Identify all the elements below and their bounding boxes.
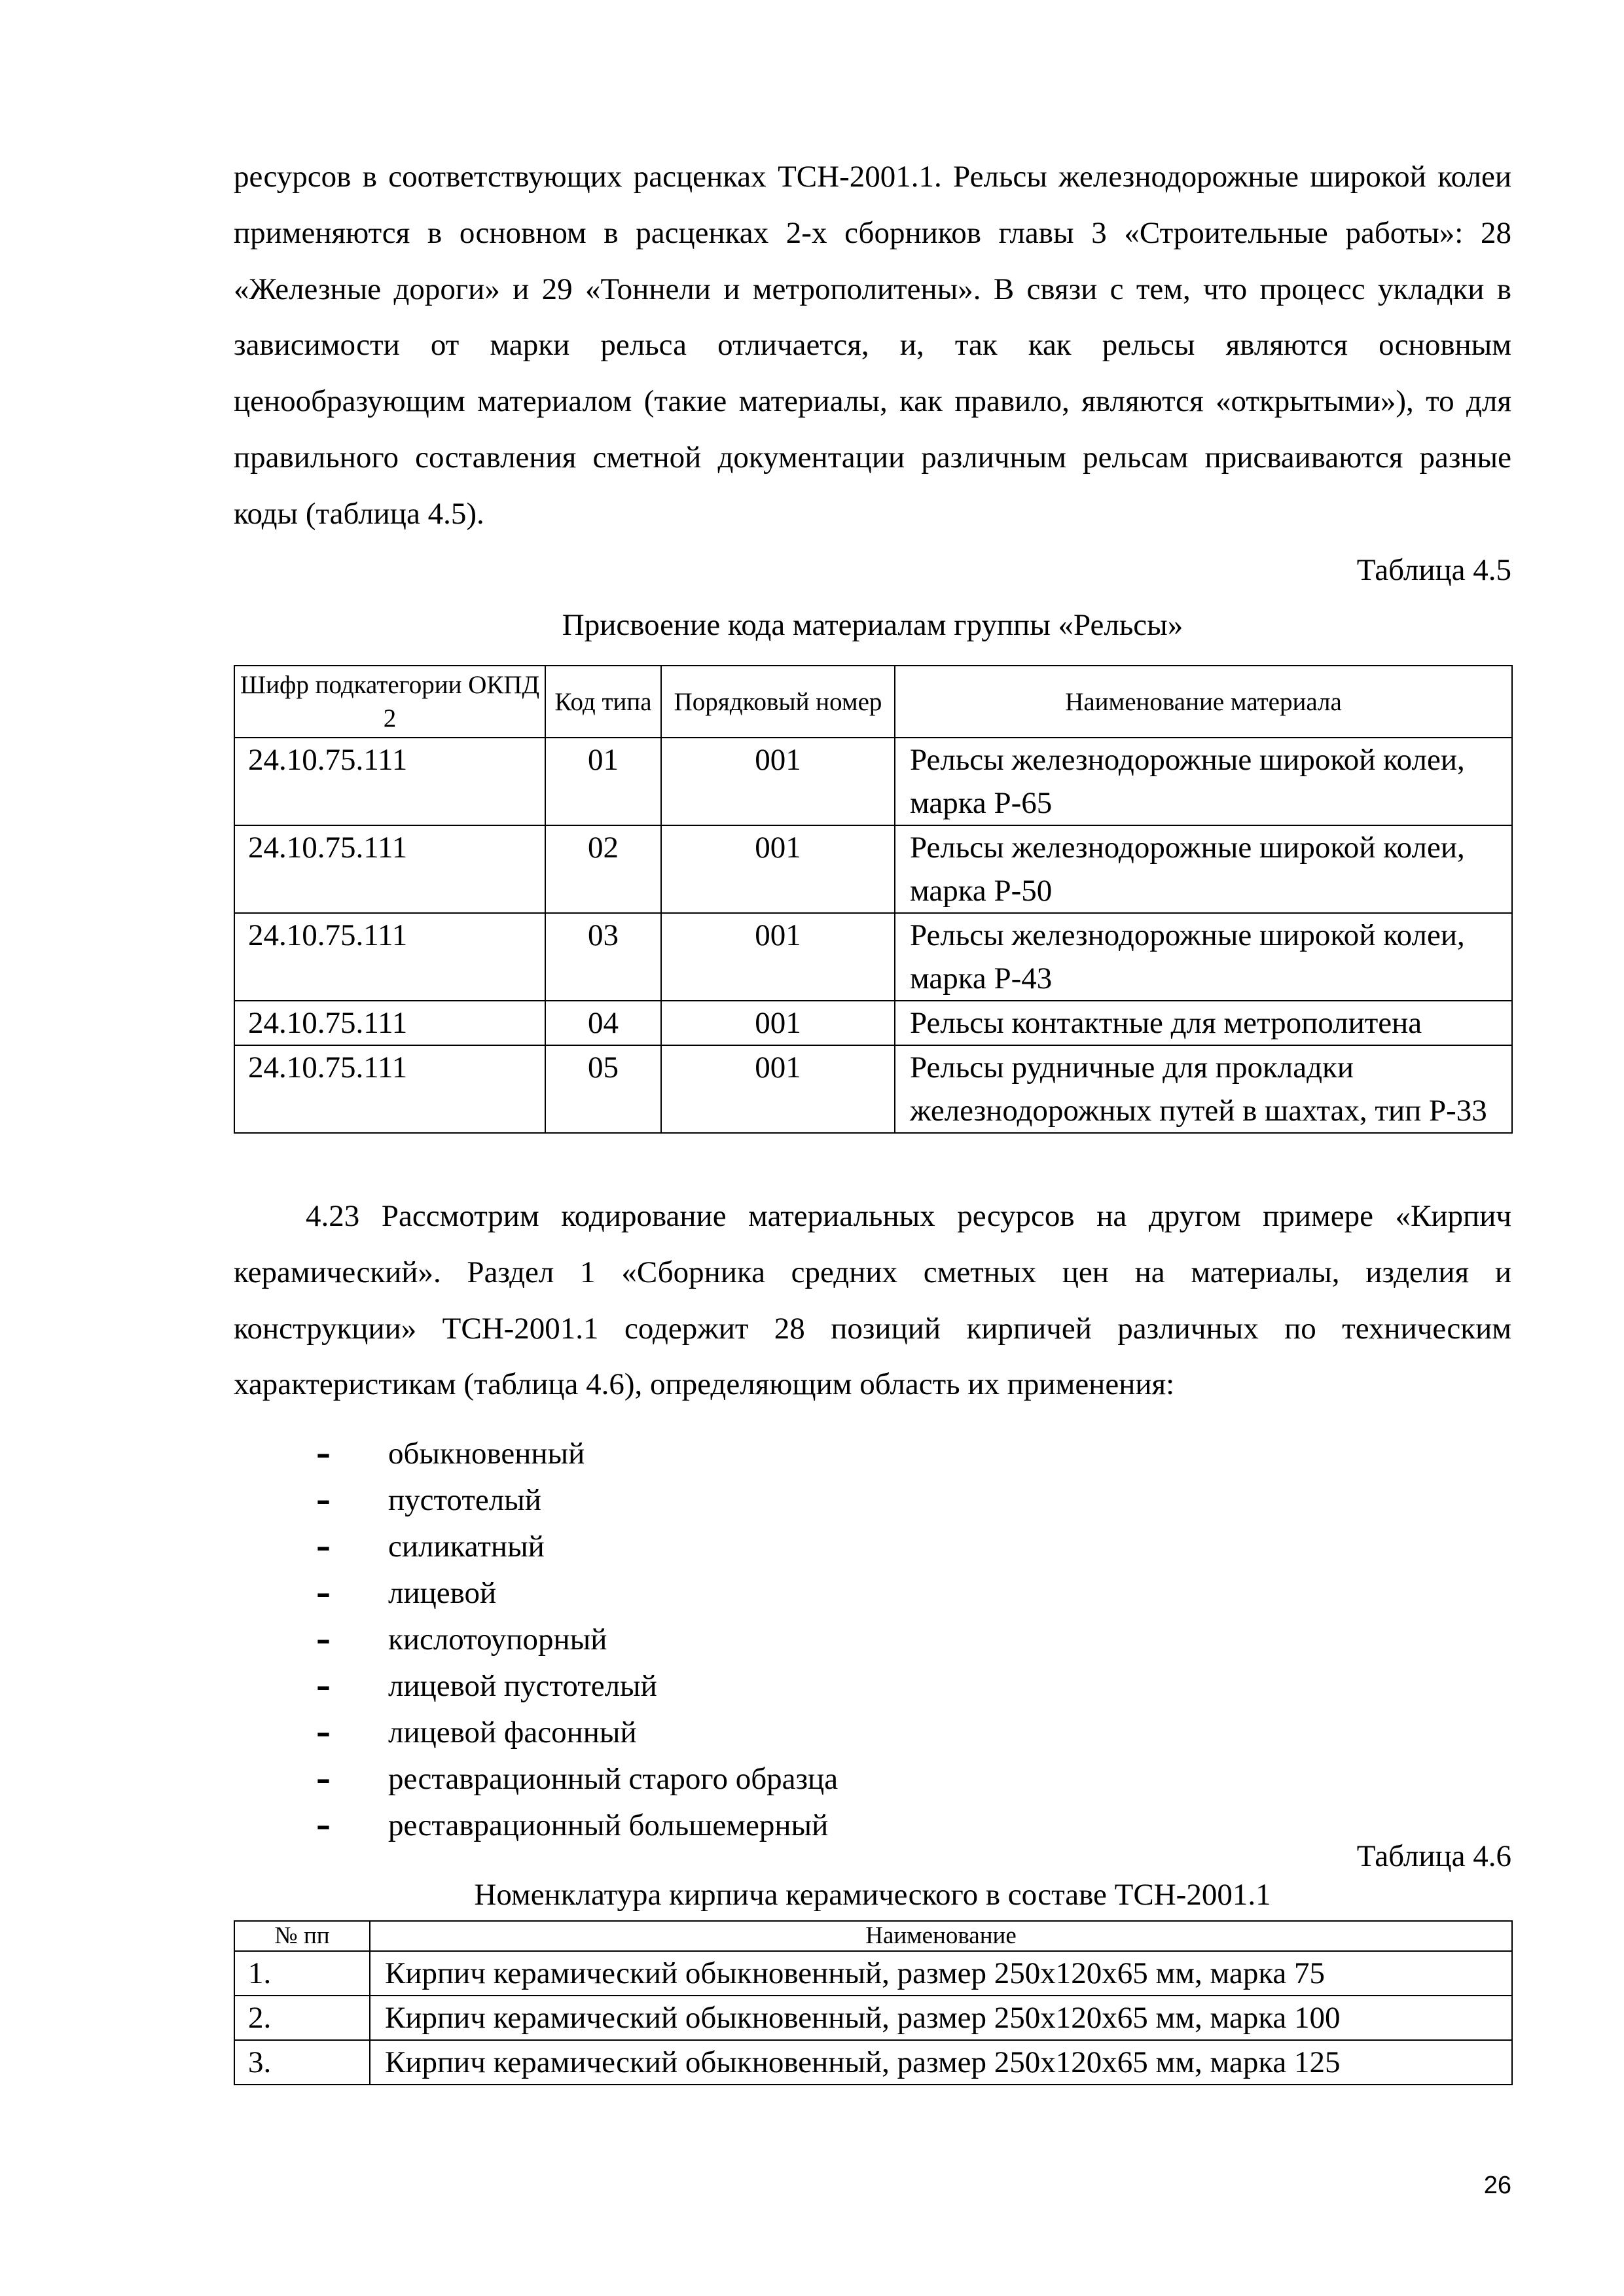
header-material-name: Наименование материала [895,666,1512,738]
table-row [234,2040,1512,2085]
cell-material-name: Рельсы рудничные для прокладки железнодорожных путей в шахтах, тип Р-33 [895,1045,1512,1133]
cell-type-code: 04 [545,1001,661,1045]
header-row-number: № пп [234,1921,370,1951]
cell-serial-number: 001 [661,825,895,913]
list-item-text: лицевой фасонный [388,1715,637,1749]
list-item-text: пустотелый [388,1483,541,1517]
body-paragraph-2: 4.23 Рассмотрим кодирование материальных ресурсов на другом примере «Кирпич керамический». Раздел 1 «Сборника средних сметных цен на материалы, изделия и конструкции» ТСН-2001.1 содержит 28 позиций кирпичей различных по техническим характеристикам (таблица 4.6), определяющим область их применения: [234,1199,1511,1402]
table-row [234,1001,1512,1045]
cell-okpd-code: 24.10.75.111 [234,1045,545,1133]
header-okpd-code: Шифр подкатегории ОКПД 2 [234,666,545,738]
header-serial-number: Порядковый номер [661,666,895,738]
cell-serial-number: 001 [661,1045,895,1133]
list-dash-marker: – [316,1763,331,1796]
list-dash-marker: – [316,1623,331,1657]
cell-okpd-code: 24.10.75.111 [234,738,545,825]
table-header-row [234,666,1512,738]
list-dash-marker: – [316,1809,331,1842]
cell-brick-name: Кирпич керамический обыкновенный, размер 250х120х65 мм, марка 75 [370,1951,1512,1996]
list-dash-marker: – [316,1577,331,1610]
list-dash-marker: – [316,1716,331,1749]
table-row [234,1996,1512,2040]
cell-material-name: Рельсы железнодорожные широкой колеи, марка Р-50 [895,825,1512,913]
list-dash-marker: – [316,1670,331,1703]
table-4-5-caption: Присвоение кода материалам группы «Рельсы» [562,608,1183,642]
cell-brick-name: Кирпич керамический обыкновенный, размер 250х120х65 мм, марка 100 [370,1996,1512,2040]
list-item-text: реставрационный старого образца [388,1762,839,1796]
table-row [234,825,1512,913]
list-item-text: лицевой [388,1576,497,1610]
cell-okpd-code: 24.10.75.111 [234,825,545,913]
table-header-row [234,1921,1512,1951]
list-item-text: лицевой пустотелый [388,1669,657,1703]
list-dash-marker: – [316,1437,331,1471]
cell-type-code: 03 [545,913,661,1001]
brick-nomenclature-table [234,1920,1513,2085]
list-item-text: обыкновенный [388,1437,585,1471]
cell-serial-number: 001 [661,738,895,825]
table-row [234,1045,1512,1133]
cell-brick-name: Кирпич керамический обыкновенный, размер 250х120х65 мм, марка 125 [370,2040,1512,2085]
rails-code-table [234,665,1513,1134]
page-number: 26 [1483,2172,1511,2199]
cell-type-code: 05 [545,1045,661,1133]
table-row [234,1951,1512,1996]
cell-row-number: 2. [234,1996,370,2040]
list-item-text: силикатный [388,1530,545,1564]
list-item-text: кислотоупорный [388,1623,607,1657]
cell-type-code: 01 [545,738,661,825]
cell-okpd-code: 24.10.75.111 [234,1001,545,1045]
cell-type-code: 02 [545,825,661,913]
table-row [234,913,1512,1001]
list-dash-marker: – [316,1530,331,1564]
header-type-code: Код типа [545,666,661,738]
list-item-text: реставрационный большемерный [388,1808,829,1842]
table-4-6-caption: Номенклатура кирпича керамического в составе ТСН-2001.1 [474,1878,1271,1912]
cell-material-name: Рельсы железнодорожные широкой колеи, марка Р-65 [895,738,1512,825]
table-4-5-label: Таблица 4.5 [1356,553,1511,587]
table-row [234,738,1512,825]
cell-row-number: 3. [234,2040,370,2085]
cell-serial-number: 001 [661,1001,895,1045]
cell-serial-number: 001 [661,913,895,1001]
cell-material-name: Рельсы железнодорожные широкой колеи, марка Р-43 [895,913,1512,1001]
cell-material-name: Рельсы контактные для метрополитена [895,1001,1512,1045]
list-dash-marker: – [316,1484,331,1517]
table-4-6-label: Таблица 4.6 [1356,1839,1511,1873]
cell-row-number: 1. [234,1951,370,1996]
header-name: Наименование [370,1921,1512,1951]
body-paragraph-1: ресурсов в соответствующих расценках ТСН-2001.1. Рельсы железнодорожные широкой колеи применяются в основном в расценках 2-х сборников главы 3 «Строительные работы»: 28 «Железные дороги» и 29 «Тоннели и метрополитены». В связи с тем, что процесс укладки в зависимости от марки рельса отличается, и, так как рельсы являются основным ценообразующим материалом (такие материалы, как правило, являются «открытыми»), то для правильного составления сметной документации различным рельсам присваиваются разные коды (таблица 4.5). [234,160,1511,531]
cell-okpd-code: 24.10.75.111 [234,913,545,1001]
